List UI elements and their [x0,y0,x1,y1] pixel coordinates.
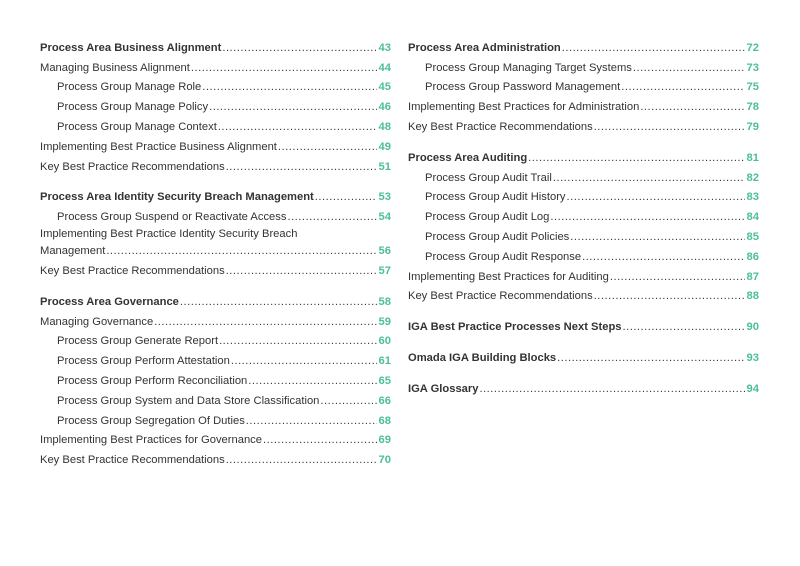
dot-leader [623,320,745,334]
toc-entry-title: Process Group Generate Report [57,335,219,348]
toc-entry-title: Process Group System and Data Store Classification [57,394,320,407]
toc-entry-title: Process Group Manage Context [57,120,217,133]
toc-entry-iga-glossary[interactable] [408,376,759,396]
toc-entry-title: Key Best Practice Recommendations [408,290,593,303]
toc-entry-process-group-audit-history[interactable] [408,185,759,205]
dot-leader [594,289,745,303]
toc-entry-title: Process Area Identity Security Breach Management [40,191,314,204]
toc-entry-process-group-system-and-data-store-classification[interactable] [40,388,391,408]
toc-entry-implementing-best-practices-for-auditing[interactable] [408,264,759,284]
dot-leader [106,244,376,258]
toc-entry-title: Managing Governance [40,315,154,328]
toc-entry-title: IGA Best Practice Processes Next Steps [408,321,622,334]
toc-entry-process-group-audit-trail[interactable] [408,165,759,185]
dot-leader [248,374,376,388]
toc-entry-title: Key Best Practice Recommendations [40,454,225,467]
toc-page-number: 94 [746,382,759,395]
toc-entry-process-area-auditing[interactable] [408,145,759,165]
dot-leader [582,250,744,264]
toc-entry-title: Process Group Perform Attestation [57,355,230,368]
dot-leader [610,270,745,284]
toc-entry-title: Process Group Segregation Of Duties [57,414,245,427]
toc-entry-implementing-best-practice-identity-security-breach[interactable] [40,224,391,258]
toc-entry-title-continued: Management [40,245,106,258]
toc-page-number: 61 [378,355,391,368]
toc-entry-process-group-audit-policies[interactable] [408,224,759,244]
toc-entry-title: Process Group Audit Response [425,250,582,263]
toc-entry-process-group-generate-report[interactable] [40,329,391,349]
toc-page-number: 43 [378,41,391,54]
dot-leader [219,334,376,348]
toc-entry-omada-iga-building-blocks[interactable] [408,345,759,365]
toc-entry-title: Process Area Auditing [408,151,528,164]
toc-entry-title: Implementing Best Practice Business Alignment [40,140,277,153]
toc-entry-title: Implementing Best Practices for Governance [40,434,262,447]
toc-entry-title: Key Best Practice Recommendations [408,120,593,133]
toc-page-number: 72 [746,41,759,54]
toc-entry-title: Process Group Manage Role [57,81,202,94]
toc-page-number: 49 [378,140,391,153]
toc-page-number: 78 [746,101,759,114]
toc-entry-managing-governance[interactable] [40,309,391,329]
dot-leader [287,210,376,224]
toc-entry-title: Key Best Practice Recommendations [40,160,225,173]
toc-page-number: 70 [378,454,391,467]
toc-page-number: 66 [378,394,391,407]
toc-page-number: 48 [378,120,391,133]
toc-page-number: 88 [746,290,759,303]
toc-entry-iga-best-practice-processes-next-steps[interactable] [408,314,759,334]
dot-leader [570,230,744,244]
toc-entry-title: Key Best Practice Recommendations [40,264,225,277]
toc-entry-title: Process Group Audit History [425,191,566,204]
toc-entry-title: Implementing Best Practices for Administration [408,101,640,114]
toc-page-number: 90 [746,321,759,334]
toc-entry-implementing-best-practices-for-administration[interactable] [408,94,759,114]
dot-leader [553,171,745,185]
dot-leader [315,190,377,204]
dot-leader [320,394,376,408]
toc-entry-key-best-practice-recommendations[interactable] [40,258,391,278]
toc-entry-process-area-identity-security-breach-management[interactable] [40,185,391,205]
toc-page-number: 69 [378,434,391,447]
toc-entry-implementing-best-practices-for-governance[interactable] [40,428,391,448]
dot-leader [278,140,377,154]
toc-page-number: 93 [746,351,759,364]
toc-entry-process-group-password-management[interactable] [408,75,759,95]
toc-entry-process-group-segregation-of-duties[interactable] [40,408,391,428]
toc-page-number: 58 [378,295,391,308]
toc-entry-managing-business-alignment[interactable] [40,55,391,75]
toc-page-number: 59 [378,315,391,328]
toc-page-number: 86 [746,250,759,263]
dot-leader [633,61,745,75]
toc-entry-key-best-practice-recommendations[interactable] [408,284,759,304]
toc-entry-process-area-administration[interactable] [408,35,759,55]
toc-left-column [40,35,391,467]
toc-entry-title: Implementing Best Practices for Auditing [408,270,609,283]
toc-entry-process-group-audit-response[interactable] [408,244,759,264]
toc-page-number: 51 [378,160,391,173]
toc-entry-title: Process Group Audit Policies [425,230,570,243]
toc-entry-process-group-perform-reconciliation[interactable] [40,368,391,388]
dot-leader [640,100,744,114]
toc-entry-key-best-practice-recommendations[interactable] [40,154,391,174]
toc-entry-title: Process Group Managing Target Systems [425,61,632,74]
toc-entry-title: Process Group Audit Log [425,211,550,224]
dot-leader [594,120,745,134]
toc-right-column [408,35,759,396]
toc-entry-process-group-manage-context[interactable] [40,114,391,134]
toc-entry-title: Implementing Best Practice Identity Security Breach [40,228,298,241]
toc-page-number: 53 [378,191,391,204]
dot-leader [154,315,376,329]
toc-entry-title: Omada IGA Building Blocks [408,351,557,364]
toc-page-number: 45 [378,81,391,94]
toc-entry-title: Process Group Perform Reconciliation [57,374,248,387]
toc-entry-title: Process Group Suspend or Reactivate Access [57,211,287,224]
toc-entry-process-area-business-alignment[interactable] [40,35,391,55]
toc-entry-title: Process Group Manage Policy [57,101,209,114]
toc-entry-key-best-practice-recommendations[interactable] [40,447,391,467]
dot-leader [222,41,376,55]
toc-page-number: 65 [378,374,391,387]
dot-leader [567,190,745,204]
toc-page-number: 87 [746,270,759,283]
toc-page-number: 57 [378,264,391,277]
toc-page-number: 75 [746,81,759,94]
toc-entry-title: Process Area Administration [408,41,561,54]
dot-leader [226,264,377,278]
toc-page-number: 56 [378,245,391,258]
dot-leader [191,61,377,75]
toc-page-number: 83 [746,191,759,204]
toc-entry-title: Process Group Audit Trail [425,171,552,184]
toc-entry-process-group-suspend-or-reactivate-access[interactable] [40,204,391,224]
toc-page-number: 73 [746,61,759,74]
toc-entry-implementing-best-practice-business-alignment[interactable] [40,134,391,154]
toc-entry-process-group-perform-attestation[interactable] [40,348,391,368]
toc-page-number: 44 [378,61,391,74]
dot-leader [550,210,744,224]
dot-leader [557,351,744,365]
toc-page-number: 84 [746,211,759,224]
toc-entry-process-group-managing-target-systems[interactable] [408,55,759,75]
dot-leader [479,382,744,396]
toc-page-number: 85 [746,230,759,243]
toc-entry-process-group-manage-role[interactable] [40,75,391,95]
toc-entry-title: Managing Business Alignment [40,61,190,74]
dot-leader [226,453,377,467]
toc-page-number: 79 [746,120,759,133]
dot-leader [562,41,745,55]
toc-page-number: 46 [378,101,391,114]
dot-leader [180,295,377,309]
toc-entry-process-group-manage-policy[interactable] [40,94,391,114]
dot-leader [202,80,376,94]
toc-entry-process-area-governance[interactable] [40,289,391,309]
dot-leader [246,414,377,428]
dot-leader [263,433,377,447]
toc-entry-process-group-audit-log[interactable] [408,204,759,224]
dot-leader [231,354,377,368]
dot-leader [218,120,377,134]
dot-leader [226,160,377,174]
toc-page-number: 82 [746,171,759,184]
dot-leader [621,80,744,94]
toc-entry-title: Process Area Governance [40,295,179,308]
toc-page-number: 81 [746,151,759,164]
toc-entry-title: IGA Glossary [408,382,479,395]
dot-leader [209,100,376,114]
toc-page-number: 68 [378,414,391,427]
dot-leader [528,151,744,165]
toc-entry-key-best-practice-recommendations[interactable] [408,114,759,134]
toc-entry-title: Process Group Password Management [425,81,621,94]
toc-page-number: 54 [378,211,391,224]
toc-entry-title: Process Area Business Alignment [40,41,222,54]
toc-page-number: 60 [378,335,391,348]
